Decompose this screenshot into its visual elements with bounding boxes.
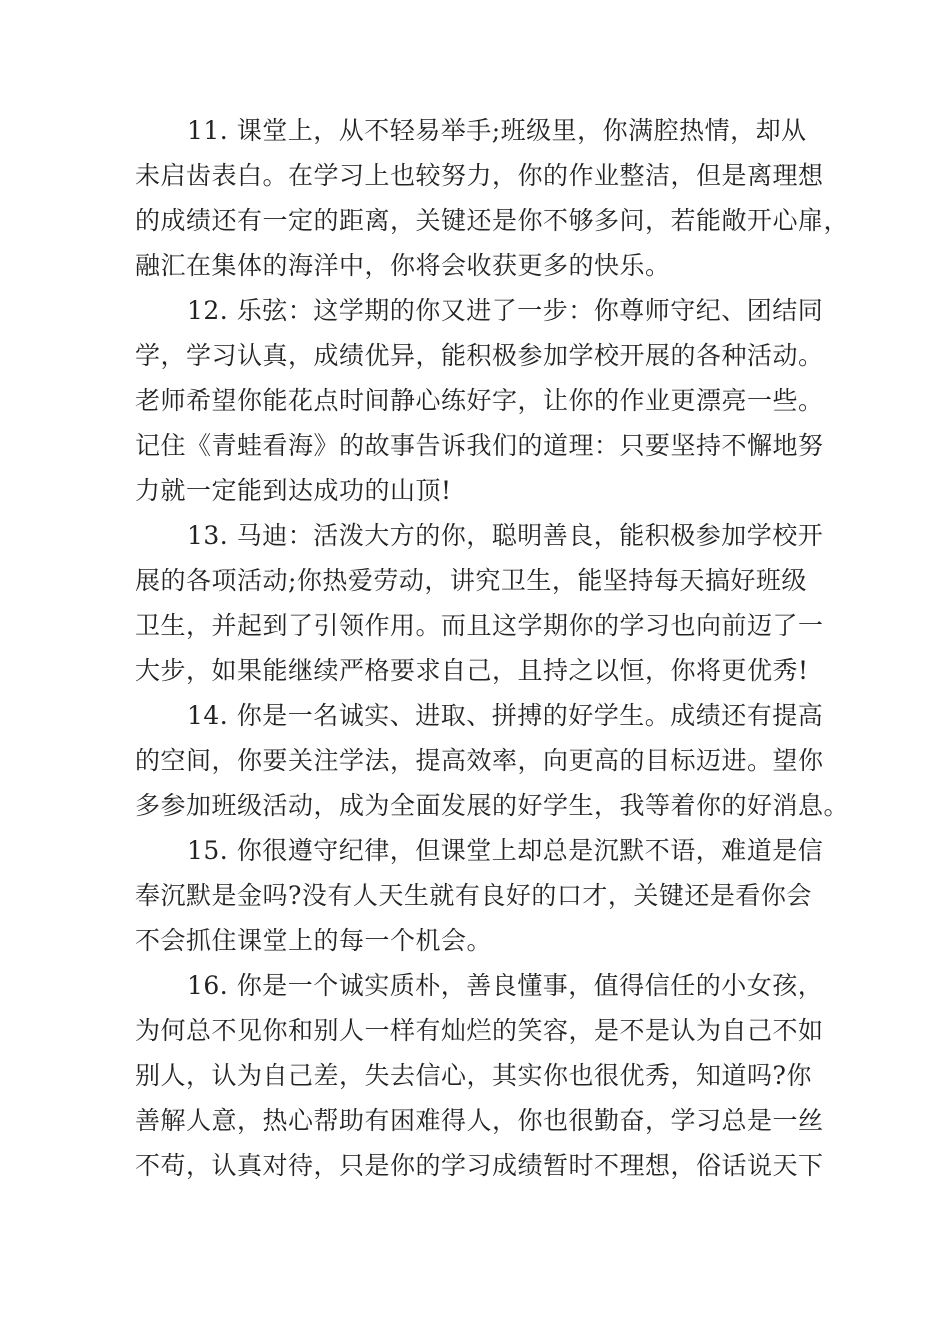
text-line: 卫生，并起到了引领作用。而且这学期你的学习也向前迈了一 bbox=[135, 611, 824, 640]
text-line: 14. 你是一名诚实、进取、拼搏的好学生。成绩还有提高 bbox=[187, 701, 824, 730]
text-line: 别人，认为自己差，失去信心，其实你也很优秀，知道吗?你 bbox=[135, 1061, 812, 1090]
text-line: 的空间，你要关注学法，提高效率，向更高的目标迈进。望你 bbox=[135, 746, 824, 775]
text-line: 力就一定能到达成功的山顶! bbox=[135, 476, 452, 505]
paragraph-15 bbox=[135, 828, 835, 963]
document-body bbox=[135, 108, 850, 1188]
text-line: 多参加班级活动，成为全面发展的好学生，我等着你的好消息。 bbox=[135, 791, 850, 820]
text-line: 不会抓住课堂上的每一个机会。 bbox=[135, 926, 493, 955]
text-line: 老师希望你能花点时间静心练好字，让你的作业更漂亮一些。 bbox=[135, 386, 824, 415]
text-line: 16. 你是一个诚实质朴，善良懂事，值得信任的小女孩， bbox=[187, 971, 824, 1000]
text-line: 展的各项活动;你热爱劳动，讲究卫生，能坚持每天搞好班级 bbox=[135, 566, 807, 595]
text-line: 13. 马迪：活泼大方的你，聪明善良，能积极参加学校开 bbox=[187, 521, 824, 550]
text-line: 12. 乐弦：这学期的你又进了一步：你尊师守纪、团结同 bbox=[187, 296, 824, 325]
text-line: 学，学习认真，成绩优异，能积极参加学校开展的各种活动。 bbox=[135, 341, 824, 370]
paragraph-16 bbox=[135, 963, 835, 1188]
text-line: 的成绩还有一定的距离，关键还是你不够多问，若能敞开心扉， bbox=[135, 206, 850, 235]
paragraph-14 bbox=[135, 693, 850, 828]
text-line: 15. 你很遵守纪律，但课堂上却总是沉默不语，难道是信 bbox=[187, 836, 824, 865]
text-line: 奉沉默是金吗?没有人天生就有良好的口才，关键还是看你会 bbox=[135, 881, 812, 910]
text-line: 未启齿表白。在学习上也较努力，你的作业整洁，但是离理想 bbox=[135, 161, 824, 190]
text-line: 融汇在集体的海洋中，你将会收获更多的快乐。 bbox=[135, 251, 671, 280]
text-line: 记住《青蛙看海》的故事告诉我们的道理：只要坚持不懈地努 bbox=[135, 431, 824, 460]
text-line: 11. 课堂上，从不轻易举手;班级里，你满腔热情，却从 bbox=[187, 116, 807, 145]
text-line: 大步，如果能继续严格要求自己，且持之以恒，你将更优秀! bbox=[135, 656, 809, 685]
paragraph-13 bbox=[135, 513, 835, 693]
paragraph-11 bbox=[135, 108, 850, 288]
text-line: 不苟，认真对待，只是你的学习成绩暂时不理想，俗话说天下 bbox=[135, 1151, 824, 1180]
text-line: 善解人意，热心帮助有困难得人，你也很勤奋，学习总是一丝 bbox=[135, 1106, 824, 1135]
text-line: 为何总不见你和别人一样有灿烂的笑容，是不是认为自己不如 bbox=[135, 1016, 824, 1045]
paragraph-12 bbox=[135, 288, 835, 513]
